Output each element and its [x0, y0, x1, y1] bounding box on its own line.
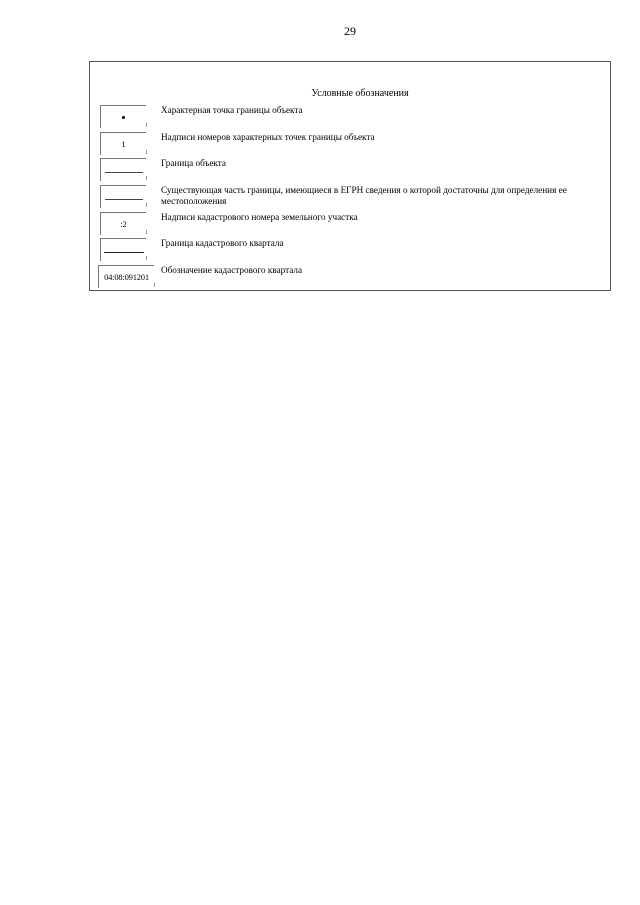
legend-symbol-cadastral-number [100, 212, 146, 235]
legend-description: Граница объекта [161, 158, 226, 168]
page-number: 29 [344, 24, 356, 38]
legend-row-point-numbers [100, 132, 605, 158]
legend-description: Обозначение кадастрового квартала [161, 265, 303, 275]
legend-frame [89, 61, 611, 291]
legend-description: Граница кадастрового квартала [161, 238, 284, 248]
legend-symbol-text: 04:08:091201 [104, 272, 149, 282]
legend-row-existing-boundary [100, 185, 605, 211]
legend-row-characteristic-point [100, 105, 605, 131]
legend-symbol-quarter-boundary [100, 238, 146, 261]
existing-boundary-line-icon [105, 199, 143, 200]
legend-title: Условные обозначения [311, 88, 409, 99]
legend-symbol-point-number [100, 132, 146, 155]
legend-row-object-boundary [100, 158, 605, 184]
legend-description: Характерная точка границы объекта [161, 105, 303, 115]
legend-symbol-point [100, 105, 146, 128]
legend-description: Существующая часть границы, имеющиеся в ЕГРН сведения о которой достаточны для определения ее местоположения [161, 185, 567, 206]
legend-symbol-text: 1 [121, 139, 126, 149]
point-marker-icon [122, 116, 125, 119]
legend-row-quarter-boundary [100, 238, 605, 264]
legend-row-quarter-designation [100, 265, 605, 291]
legend-description: Надписи номеров характерных точек границы объекта [161, 132, 375, 142]
legend-description: Надписи кадастрового номера земельного участка [161, 212, 358, 222]
legend-symbol-existing-boundary [100, 185, 146, 208]
legend-row-cadastral-number [100, 212, 605, 238]
boundary-line-icon [105, 172, 143, 173]
quarter-boundary-line-icon [104, 252, 144, 253]
legend-symbol-quarter-designation [98, 265, 154, 288]
legend-symbol-object-boundary [100, 158, 146, 181]
legend-symbol-text: :2 [120, 219, 127, 229]
